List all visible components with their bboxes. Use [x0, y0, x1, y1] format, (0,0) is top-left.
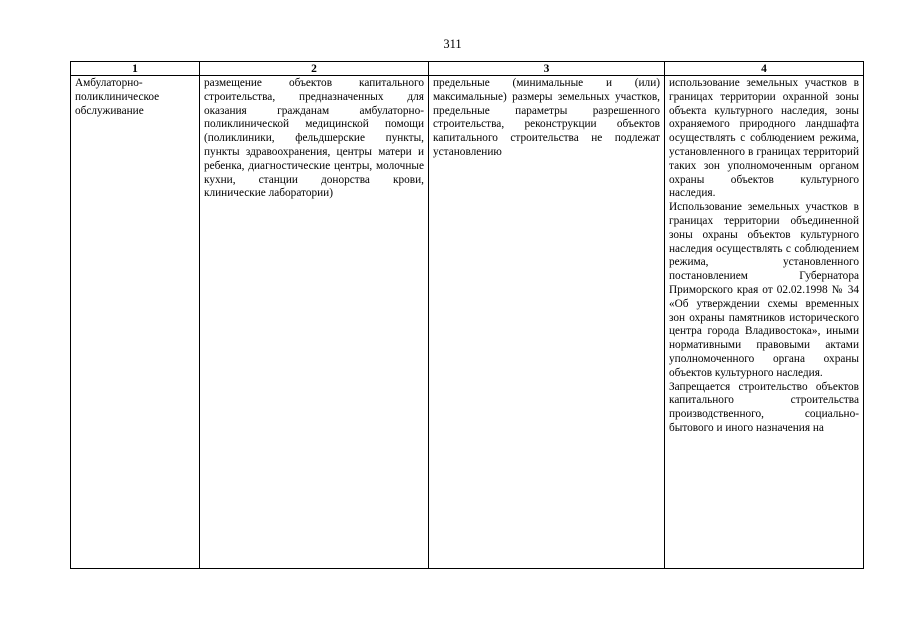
page-number: 311 [443, 37, 462, 51]
restrictions-paragraph-1: использование земельных участков в границах территории охранной зоны объекта культурного наследия, зоны охраняемого природного ландшафта осуществлять с соблюдением режима, установленного в границах территорий таких зон уполномоченным органом охраны объектов культурного наследия. [669, 77, 859, 200]
column-header-2: 2 [200, 62, 429, 76]
restrictions-paragraph-2: Использование земельных участков в границах территории объединенной зоны охраны объектов культурного наследия осуществлять с соблюдением режима, установленного постановлением Губернатора Приморского края от 02.02.1998 № 34 «Об утверждении схемы временных зон охраны памятников исторического центра города Владивостока», иными нормативными правовыми актами уполномоченного органа охраны объектов культурного наследия. [669, 201, 859, 379]
column-header-3: 3 [429, 62, 665, 76]
restrictions-cell [665, 76, 864, 569]
use-description-cell: размещение объектов капитального строительства, предназначенных для оказания гражданам амбулаторно-поликлинической медицинской помощи (поликлиники, фельдшерские пункты, пункты здравоохранения, центры матери и ребенка, диагностические центры, молочные кухни, станции донорства крови, клинические лаборатории) [200, 76, 429, 569]
column-header-4: 4 [665, 62, 864, 76]
land-use-table [70, 61, 864, 569]
column-header-1: 1 [71, 62, 200, 76]
table-row [71, 76, 864, 569]
use-type-cell: Амбулаторно-поликлиническое обслуживание [71, 76, 200, 569]
restrictions-paragraph-3: Запрещается строительство объектов капитального строительства производственного, социально-бытового и иного назначения на [669, 380, 859, 434]
table-header-row [71, 62, 864, 76]
parameters-cell: предельные (минимальные и (или) максимальные) размеры земельных участков, предельные параметры разрешенного строительства, реконструкции объектов капитального строительства не подлежат установлению [429, 76, 665, 569]
